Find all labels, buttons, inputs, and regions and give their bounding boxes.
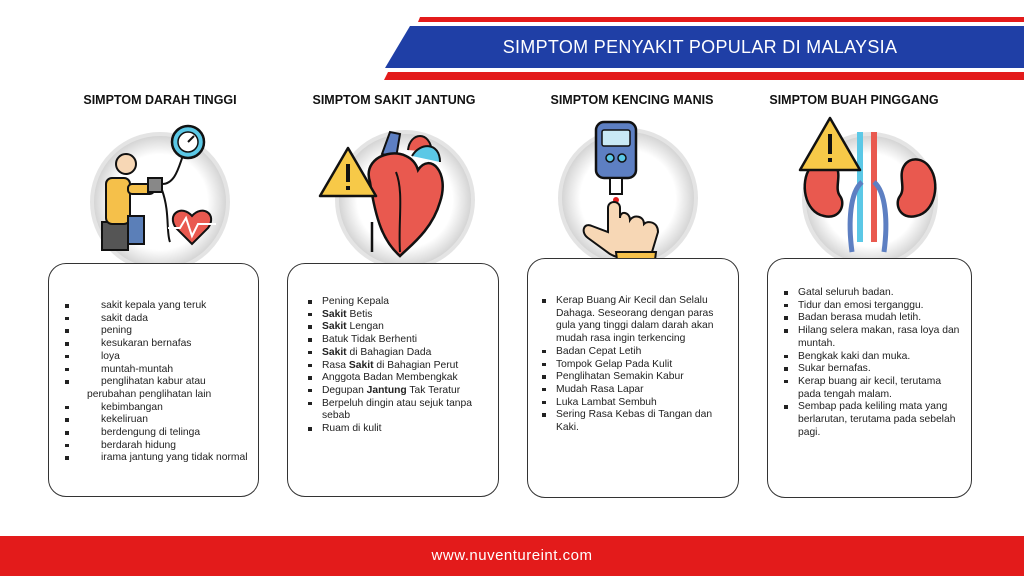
symptom-card-kencing-manis <box>527 258 739 498</box>
list-item: pening <box>83 325 248 338</box>
list-item: Sakit di Bahagian Dada <box>322 347 488 360</box>
list-item: Sukar bernafas. <box>798 363 961 376</box>
list-item: Sembap pada keliling mata yang berlarutan, terutama pada sebelah pagi. <box>798 401 961 439</box>
list-item: Tompok Gelap Pada Kulit <box>556 359 724 372</box>
list-item: Batuk Tidak Berhenti <box>322 334 488 347</box>
kidney-warning-icon <box>790 112 970 272</box>
list-item: sakit dada <box>83 313 248 326</box>
list-item: Luka Lambat Sembuh <box>556 397 724 410</box>
list-item: Badan berasa mudah letih. <box>798 312 961 325</box>
column-title-sakit-jantung: SIMPTOM SAKIT JANTUNG <box>312 93 476 107</box>
blood-pressure-icon <box>70 112 250 272</box>
symptom-card-buah-pinggang <box>767 258 972 498</box>
list-item: Ruam di kulit <box>322 423 488 436</box>
symptom-list <box>768 259 971 439</box>
symptom-list <box>49 264 258 465</box>
list-item: Rasa Sakit di Bahagian Perut <box>322 360 488 373</box>
symptom-card-darah-tinggi <box>48 263 259 497</box>
list-item: Kerap Buang Air Kecil dan Selalu Dahaga. Seseorang dengan paras gula yang tinggi dalam darah akan mudah rasa ingin terkencing <box>556 295 724 346</box>
heart-warning-icon <box>300 112 480 272</box>
symptom-list <box>288 264 498 436</box>
column-title-buah-pinggang: SIMPTOM BUAH PINGGANG <box>769 93 939 107</box>
list-item: berdengung di telinga <box>83 427 248 440</box>
list-item: Badan Cepat Letih <box>556 346 724 359</box>
list-item: sakit kepala yang teruk <box>83 300 248 313</box>
glucose-meter-icon <box>540 112 720 272</box>
list-item: Sakit Lengan <box>322 321 488 334</box>
footer-bar <box>0 536 1024 576</box>
symptom-card-sakit-jantung <box>287 263 499 497</box>
list-item: Bengkak kaki dan muka. <box>798 351 961 364</box>
list-item: Penglihatan Semakin Kabur <box>556 371 724 384</box>
list-item: Sakit Betis <box>322 309 488 322</box>
header-banner <box>0 0 1024 90</box>
list-item: Sering Rasa Kebas di Tangan dan Kaki. <box>556 409 724 434</box>
list-item: loya <box>83 351 248 364</box>
list-item: muntah-muntah <box>83 364 248 377</box>
list-item: Degupan Jantung Tak Teratur <box>322 385 488 398</box>
list-item: Anggota Badan Membengkak <box>322 372 488 385</box>
page-title: SIMPTOM PENYAKIT POPULAR DI MALAYSIA <box>502 37 898 57</box>
list-item: kebimbangan <box>83 402 248 415</box>
list-item: Kerap buang air kecil, terutama pada tengah malam. <box>798 376 961 401</box>
list-item: penglihatan kabur atau perubahan penglihatan lain <box>83 376 248 401</box>
list-item: Mudah Rasa Lapar <box>556 384 724 397</box>
symptom-list <box>528 259 738 435</box>
list-item: kekeliruan <box>83 414 248 427</box>
list-item: irama jantung yang tidak normal <box>83 452 248 465</box>
list-item: Tidur dan emosi terganggu. <box>798 300 961 313</box>
list-item: Berpeluh dingin atau sejuk tanpa sebab <box>322 398 488 423</box>
list-item: kesukaran bernafas <box>83 338 248 351</box>
list-item: Hilang selera makan, rasa loya dan muntah. <box>798 325 960 349</box>
list-item: Gatal seluruh badan. <box>798 287 961 300</box>
column-title-darah-tinggi: SIMPTOM DARAH TINGGI <box>83 93 237 107</box>
list-item: berdarah hidung <box>83 440 248 453</box>
list-item: Pening Kepala <box>322 296 488 309</box>
footer-url[interactable]: www.nuventureint.com <box>431 547 593 564</box>
column-title-kencing-manis: SIMPTOM KENCING MANIS <box>550 93 714 107</box>
